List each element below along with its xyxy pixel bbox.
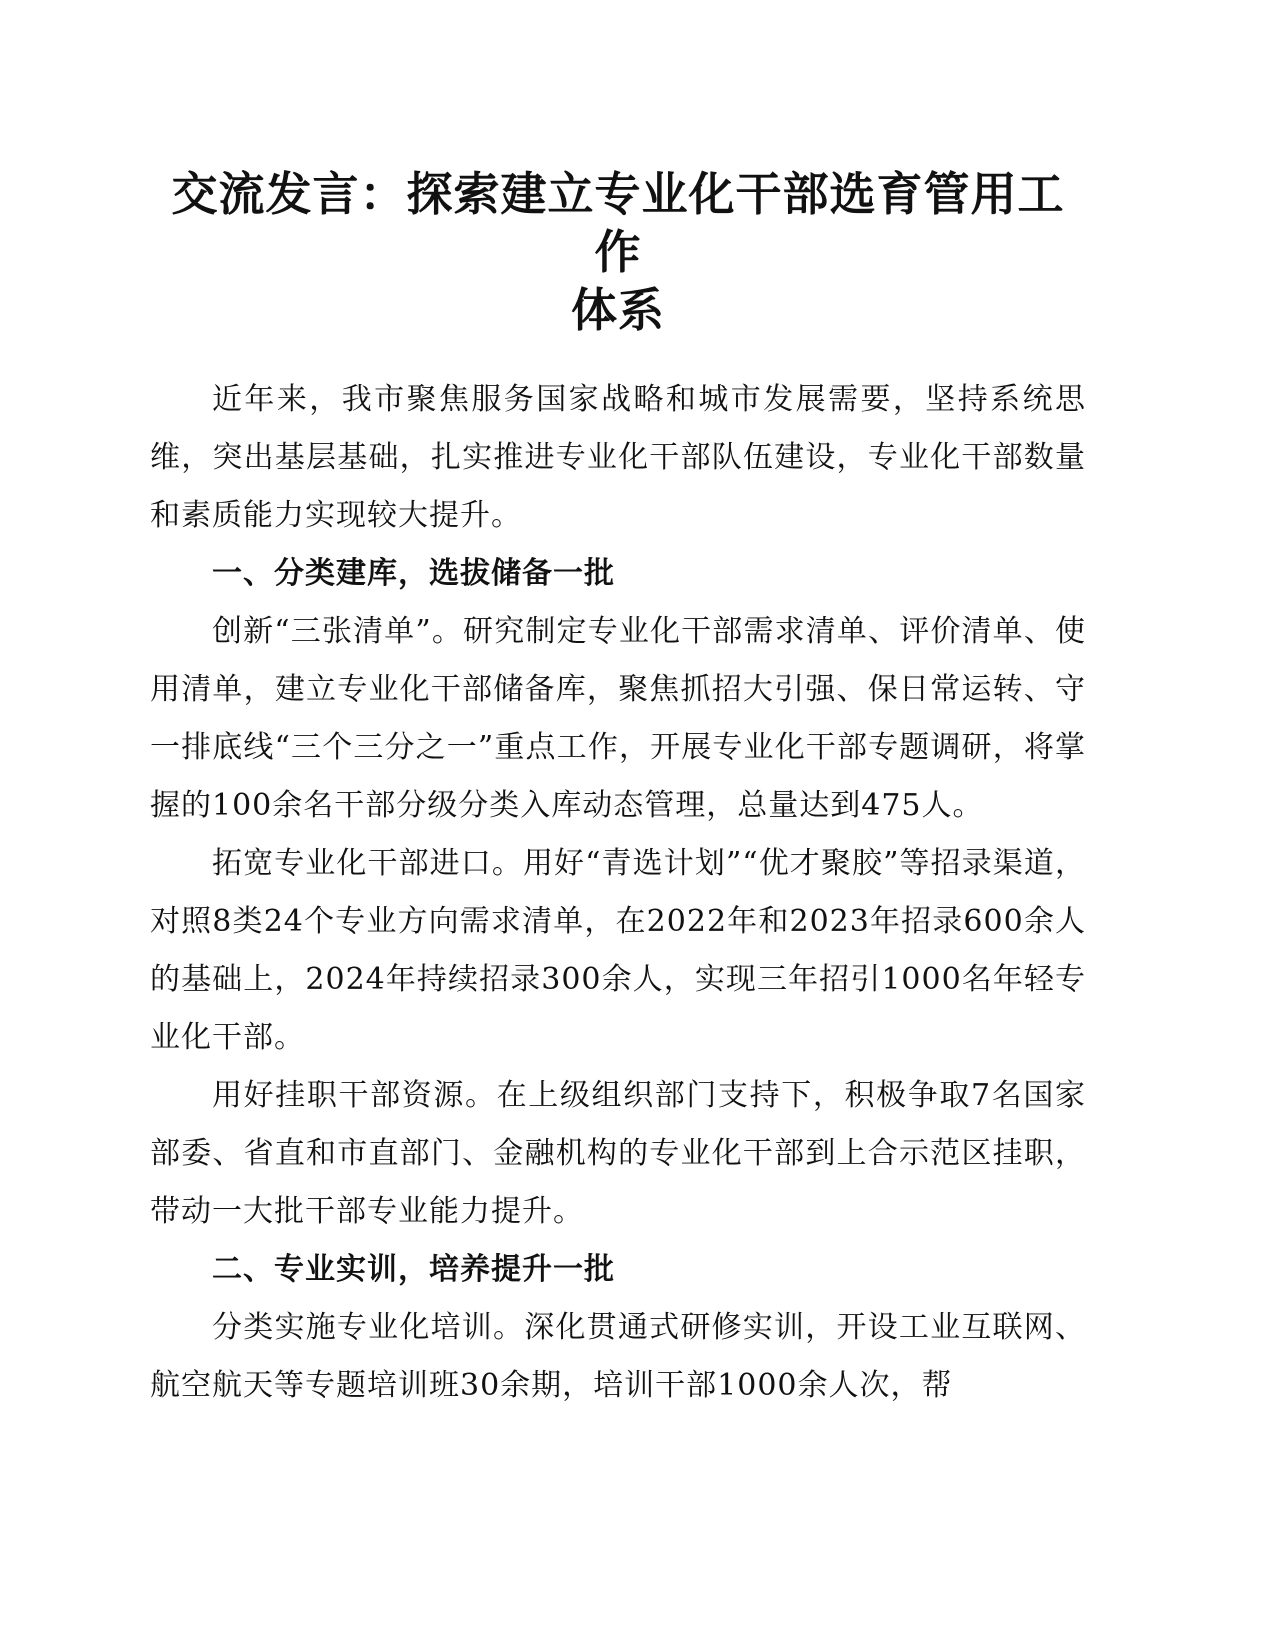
title-line-1: 交流发言：探索建立专业化干部选育管用工作 (171, 167, 1065, 279)
paragraph-three-lists: 创新“三张清单”。研究制定专业化干部需求清单、评价清单、使用清单，建立专业化干部储备库，聚焦抓招大引强、保日常运转、守一排底线“三个三分之一”重点工作，开展专业化干部专题调研，将掌握的100余名干部分级分类入库动态管理，总量达到475人。 (150, 614, 1086, 823)
document-title (150, 165, 1086, 339)
section-heading-1: 一、分类建库，选拔储备一批 (212, 556, 615, 591)
section-heading-2: 二、专业实训，培养提升一批 (212, 1252, 615, 1287)
paragraph-recruitment: 拓宽专业化干部进口。用好“青选计划”“优才聚胶”等招录渠道，对照8类24个专业方向需求清单，在2022年和2023年招录600余人的基础上，2024年持续招录300余人，实现三年招引1000名年轻专业化干部。 (150, 846, 1086, 1055)
intro-paragraph: 近年来，我市聚焦服务国家战略和城市发展需要，坚持系统思维，突出基层基础，扎实推进专业化干部队伍建设，专业化干部数量和素质能力实现较大提升。 (150, 382, 1086, 533)
title-line-2: 体系 (571, 283, 665, 337)
paragraph-training: 分类实施专业化培训。深化贯通式研修实训，开设工业互联网、航空航天等专题培训班30余期，培训干部1000余人次，帮 (150, 1310, 1086, 1403)
document-page (150, 165, 1086, 1415)
paragraph-secondment: 用好挂职干部资源。在上级组织部门支持下，积极争取7名国家部委、省直和市直部门、金融机构的专业化干部到上合示范区挂职，带动一大批干部专业能力提升。 (150, 1078, 1086, 1229)
document-body (150, 371, 1086, 1415)
